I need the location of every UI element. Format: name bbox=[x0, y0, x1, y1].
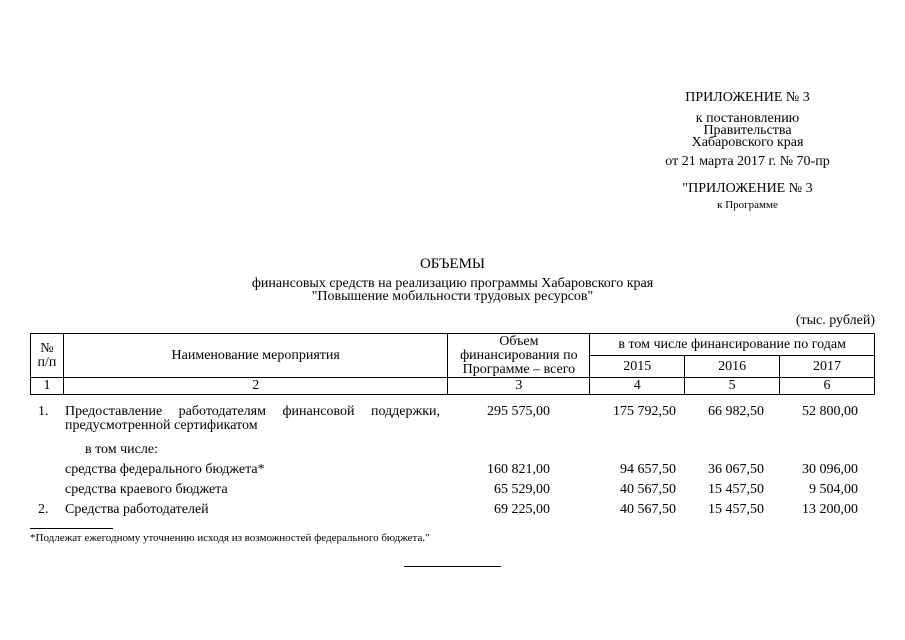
index-cell: 6 bbox=[780, 378, 875, 395]
index-cell: 4 bbox=[590, 378, 685, 395]
col-total-header: Объем финансирования по Программе – всего bbox=[448, 334, 590, 378]
program-label: к Программе bbox=[717, 199, 778, 211]
row-name: Предоставление работодателям финансовой поддержки, предусмотренной сертификатом bbox=[65, 404, 440, 433]
year-2015-header: 2015 bbox=[590, 356, 685, 378]
footnote-divider bbox=[30, 528, 113, 529]
financing-table-header bbox=[30, 333, 875, 395]
footnote: *Подлежат ежегодному уточнению исходя из возможностей федерального бюджета." bbox=[30, 532, 430, 544]
col-name-header: Наименование мероприятия bbox=[63, 334, 447, 378]
appendix2-label: "ПРИЛОЖЕНИЕ № 3 bbox=[682, 181, 813, 196]
row-2016: 66 982,50 bbox=[708, 404, 764, 419]
row-2017: 30 096,00 bbox=[802, 462, 858, 477]
row-2016: 15 457,50 bbox=[708, 482, 764, 497]
doc-subtitle-1: финансовых средств на реализацию программы Хабаровского края bbox=[251, 276, 654, 291]
row-name: в том числе: bbox=[85, 442, 158, 457]
row-2017: 52 800,00 bbox=[802, 404, 858, 419]
index-cell: 5 bbox=[685, 378, 780, 395]
row-2017: 9 504,00 bbox=[809, 482, 858, 497]
index-cell: 3 bbox=[448, 378, 590, 395]
date-label: от 21 марта 2017 г. № 70-пр bbox=[665, 154, 830, 169]
table-body bbox=[30, 405, 875, 523]
table-row bbox=[30, 463, 875, 483]
row-2015: 175 792,50 bbox=[613, 404, 676, 419]
table-row bbox=[30, 443, 875, 463]
doc-subtitle-2: "Повышение мобильности трудовых ресурсов" bbox=[311, 289, 594, 304]
row-total: 65 529,00 bbox=[494, 482, 550, 497]
row-2017: 13 200,00 bbox=[802, 502, 858, 517]
row-2016: 15 457,50 bbox=[708, 502, 764, 517]
index-cell: 1 bbox=[31, 378, 64, 395]
year-2017-header: 2017 bbox=[780, 356, 875, 378]
appendix-label: ПРИЛОЖЕНИЕ № 3 bbox=[685, 90, 810, 105]
row-2015: 94 657,50 bbox=[620, 462, 676, 477]
row-name: Средства работодателей bbox=[65, 502, 209, 517]
col-years-header: в том числе финансирование по годам bbox=[590, 334, 875, 356]
row-total: 295 575,00 bbox=[487, 404, 550, 419]
row-num: 1. bbox=[38, 404, 49, 419]
row-2015: 40 567,50 bbox=[620, 502, 676, 517]
doc-title: ОБЪЕМЫ bbox=[419, 256, 486, 272]
year-2016-header: 2016 bbox=[685, 356, 780, 378]
row-name: средства федерального бюджета* bbox=[65, 462, 265, 477]
row-2015: 40 567,50 bbox=[620, 482, 676, 497]
table-row bbox=[30, 405, 875, 443]
resolution-label: к постановлению bbox=[695, 111, 800, 126]
government-label: Правительства bbox=[703, 123, 792, 138]
region-label: Хабаровского края bbox=[691, 135, 804, 150]
end-divider bbox=[404, 566, 501, 567]
row-num: 2. bbox=[38, 502, 49, 517]
row-name: средства краевого бюджета bbox=[65, 482, 228, 497]
table-row bbox=[30, 483, 875, 503]
index-cell: 2 bbox=[63, 378, 447, 395]
row-2016: 36 067,50 bbox=[708, 462, 764, 477]
row-total: 160 821,00 bbox=[487, 462, 550, 477]
unit-label: (тыс. рублей) bbox=[795, 313, 875, 328]
col-num-header: № п/п bbox=[31, 334, 64, 378]
table-row bbox=[30, 503, 875, 523]
row-total: 69 225,00 bbox=[494, 502, 550, 517]
